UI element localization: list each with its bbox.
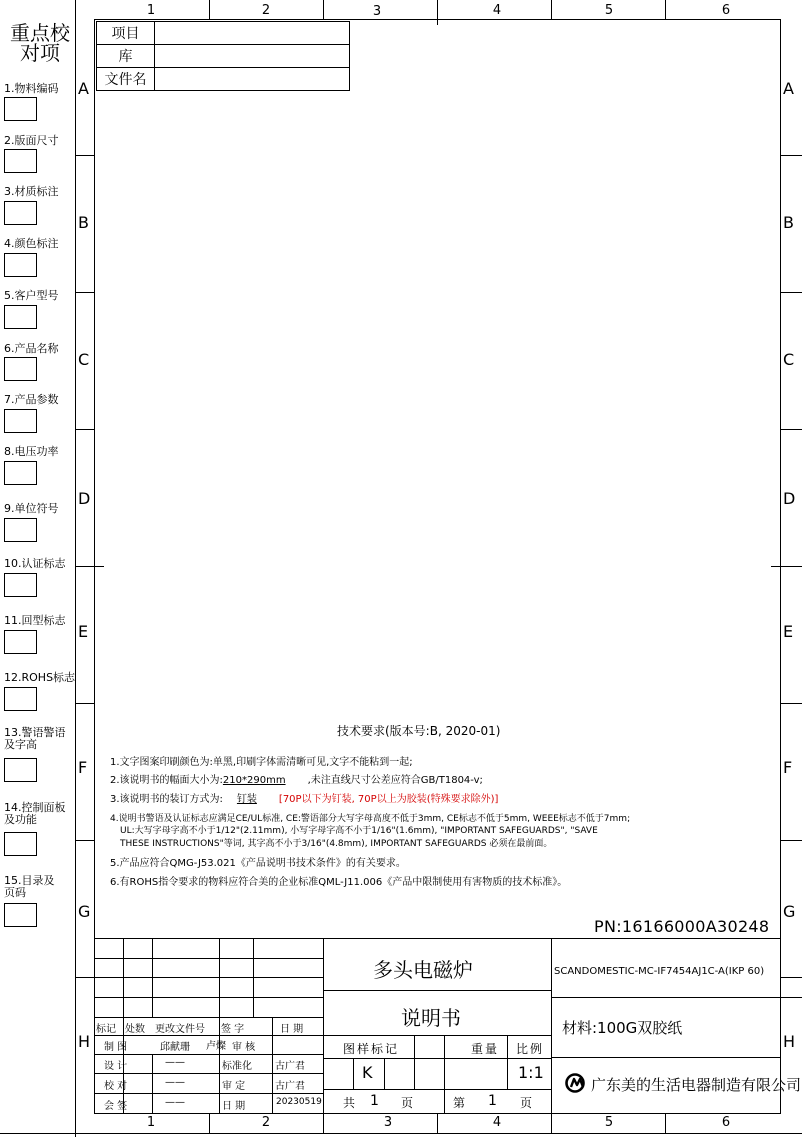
row-tick: [781, 977, 802, 978]
row-letter: A: [783, 79, 794, 98]
row-letter: C: [783, 350, 795, 369]
total-label: 共: [343, 1096, 356, 1110]
tb-vline: [323, 938, 324, 1113]
tb-line: [551, 1057, 780, 1058]
col-tick: [209, 1113, 210, 1133]
checklist-label: 2.版面尺寸: [4, 134, 59, 147]
row-tick: [781, 429, 802, 430]
checklist-label: 15.目录及页码: [4, 874, 55, 899]
requirement-6: 6.有ROHS指令要求的物料应符合美的企业标准QML-J11.006《产品中限制使用有害物质的技术标准》。: [110, 877, 568, 888]
row-tick: [76, 977, 94, 978]
tb-line: [94, 938, 780, 939]
shending-label: 审 定: [222, 1081, 246, 1092]
tb-vline: [353, 1058, 354, 1089]
row-tick: [781, 292, 802, 293]
row-tick: [76, 155, 94, 156]
tb-line: [94, 958, 323, 959]
product-name: 多头电磁炉: [373, 958, 473, 982]
requirements-title: 技术要求(版本号:B, 2020-01): [337, 724, 501, 738]
info-row: [97, 22, 350, 45]
checklist-box[interactable]: [4, 573, 37, 597]
checklist-label: 7.产品参数: [4, 393, 59, 406]
checklist-label: 3.材质标注: [4, 185, 59, 198]
req2-suffix: ,未注直线尺寸公差应符合GB/T1804-v;: [307, 775, 483, 786]
tuyang-label: 图样标记: [343, 1042, 400, 1056]
checklist-label: 1.物料编码: [4, 82, 59, 95]
column-number: 4: [492, 3, 502, 18]
checklist-label: 4.颜色标注: [4, 237, 59, 250]
row-tick: [781, 840, 802, 841]
checklist-box[interactable]: [4, 253, 37, 277]
tb-line: [551, 997, 802, 998]
riqi-label: 日 期: [222, 1101, 246, 1112]
info-table: [96, 21, 350, 91]
sheji-value: ——: [165, 1057, 185, 1068]
part-number: PN:16166000A30248: [594, 917, 770, 936]
col-tick: [209, 0, 210, 19]
row-letter: D: [783, 489, 796, 508]
scale-label: 比例: [516, 1042, 545, 1056]
tb-line: [94, 1054, 323, 1055]
col-tick: [437, 1113, 438, 1133]
midea-logo-icon: [565, 1073, 589, 1097]
tb-line: [94, 977, 323, 978]
row-tick: [781, 155, 802, 156]
col-tick: [665, 1113, 666, 1133]
total-unit: 页: [401, 1096, 414, 1110]
row-letter: F: [783, 758, 793, 777]
checklist-box[interactable]: [4, 149, 37, 173]
tb-line: [94, 1093, 323, 1094]
checklist-box[interactable]: [4, 518, 37, 542]
column-number: 6: [721, 1115, 731, 1130]
jiaodui-value: ——: [165, 1077, 185, 1088]
req2-prefix: 2.该说明书的幅面大小为:: [110, 775, 223, 786]
req3-note: [70P以下为钉装, 70P以上为胶装(特殊要求除外)]: [278, 794, 499, 805]
column-number: 5: [604, 3, 614, 18]
biaozhunhua-value: 古广君: [275, 1061, 305, 1072]
info-value[interactable]: [155, 45, 350, 68]
zhitu-signature: 卢燦: [206, 1041, 226, 1052]
tb-line: [323, 1089, 551, 1090]
scale-value: 1:1: [518, 1063, 544, 1082]
info-row: [97, 68, 350, 91]
company-name: 广东美的生活电器制造有限公司: [591, 1076, 802, 1094]
tb-line: [94, 1073, 323, 1074]
huiqian-value: ——: [165, 1097, 185, 1108]
column-number: 5: [604, 1115, 614, 1130]
zhitu-name: 邱献珊: [160, 1042, 190, 1053]
tb-vline: [444, 1035, 445, 1113]
tb-vline: [272, 1017, 273, 1113]
checklist-box[interactable]: [4, 461, 37, 485]
doc-type: 说明书: [401, 1006, 461, 1030]
column-number: 2: [261, 3, 271, 18]
tb-vline: [152, 938, 153, 1018]
row-letter: H: [78, 1032, 91, 1051]
rev-header: 日 期: [280, 1024, 304, 1035]
requirement-2: [110, 775, 483, 787]
rev-header: 处数: [125, 1024, 145, 1035]
column-number: 2: [261, 1115, 271, 1130]
tb-line: [323, 1058, 551, 1059]
checklist-box[interactable]: [4, 630, 37, 654]
column-number: 3: [383, 1115, 393, 1130]
checklist-label: 9.单位符号: [4, 502, 59, 515]
checklist-label: 13.警语警语及字高: [4, 726, 66, 751]
requirement-4c: THESE INSTRUCTIONS"等词, 其字高不小于3/16"(4.8mm), IMPORTANT SAFEGUARDS 必须在最前面。: [120, 839, 553, 849]
row-tick: [76, 703, 94, 704]
checklist-box[interactable]: [4, 687, 37, 711]
row-letter: B: [783, 213, 794, 232]
requirement-4b: UL:大写字母字高不小于1/12"(2.11mm), 小写字母字高不小于1/16"(1.6mm), "IMPORTANT SAFEGUARDS", "SAVE: [120, 826, 598, 836]
row-letter: G: [783, 902, 796, 921]
row-tick: [76, 292, 94, 293]
checklist-label: 8.电压功率: [4, 445, 59, 458]
total-value: 1: [370, 1093, 379, 1109]
info-label: 文件名: [97, 68, 155, 91]
info-label: 库: [97, 45, 155, 68]
req2-size: 210*290mm: [222, 775, 286, 786]
row-tick: [76, 429, 94, 430]
info-row: [97, 45, 350, 68]
col-tick: [323, 0, 324, 19]
rev-header: 签 字: [221, 1024, 245, 1035]
col-tick: [551, 1113, 552, 1133]
column-number: 1: [146, 1115, 156, 1130]
material: 材料:100G双胶纸: [562, 1019, 683, 1037]
tb-line: [94, 997, 323, 998]
row-tick: [771, 566, 802, 567]
column-number: 3: [372, 4, 382, 19]
tb-line: [94, 1017, 323, 1018]
tb-line: [94, 1035, 323, 1036]
riqi-value: 20230519: [276, 1097, 322, 1107]
column-number: 1: [146, 3, 156, 18]
huiqian-label: 会 签: [104, 1101, 128, 1112]
weight-label: 重量: [471, 1042, 500, 1056]
checklist-title: 重点校对项: [10, 21, 70, 65]
checklist-box[interactable]: [4, 758, 37, 782]
column-number: 6: [721, 3, 731, 18]
row-tick: [76, 840, 94, 841]
shending-value: 古广君: [275, 1081, 305, 1092]
checklist-box[interactable]: [4, 201, 37, 225]
checklist-box[interactable]: [4, 357, 37, 381]
checklist-box[interactable]: [4, 903, 37, 927]
checklist-label: 6.产品名称: [4, 342, 59, 355]
rev-header: 标记: [96, 1024, 116, 1035]
sheet-label: 第: [453, 1096, 466, 1110]
mark-value: K: [362, 1063, 373, 1082]
biaozhunhua-label: 标准化: [222, 1061, 252, 1072]
tb-line: [323, 1035, 551, 1036]
checklist-label: 11.回型标志: [4, 614, 66, 627]
col-tick: [323, 1113, 324, 1133]
checklist-box[interactable]: [4, 305, 37, 329]
col-tick: [551, 0, 552, 19]
checklist-label: 12.ROHS标志: [4, 671, 76, 684]
jiaodui-label: 校 对: [104, 1081, 128, 1092]
requirement-5: 5.产品应符合QMG-J53.021《产品说明书技术条件》的有关要求。: [110, 858, 406, 869]
checklist-label: 10.认证标志: [4, 557, 66, 570]
req3-binding: 钉装: [236, 794, 257, 805]
page-bottom-edge: [0, 1133, 802, 1134]
info-value[interactable]: [155, 22, 350, 45]
row-tick: [781, 703, 802, 704]
info-value[interactable]: [155, 68, 350, 91]
tb-line: [323, 990, 551, 991]
checklist-label: 14.控制面板及功能: [4, 801, 66, 826]
rev-header: 更改文件号: [155, 1024, 205, 1035]
requirement-3: [110, 794, 498, 806]
frame-left-outer: [75, 0, 76, 1137]
sheet-value: 1: [488, 1093, 497, 1109]
tb-vline: [414, 1035, 415, 1089]
column-number: 4: [492, 1115, 502, 1130]
model-number: SCANDOMESTIC-MC-IF7454AJ1C-A(IKP 60): [554, 966, 765, 977]
row-letter: A: [78, 79, 89, 98]
tb-vline: [551, 938, 552, 1113]
tb-vline: [152, 1054, 153, 1113]
sheet-unit: 页: [520, 1096, 533, 1110]
row-letter: C: [78, 350, 90, 369]
row-tick: [76, 566, 104, 567]
row-letter: G: [78, 902, 91, 921]
info-label: 项目: [97, 22, 155, 45]
sheji-label: 设 计: [104, 1061, 128, 1072]
zhitu-label: 制 图: [104, 1042, 128, 1053]
requirement-4a: 4.说明书警语及认证标志应满足CE/UL标准, CE:警语部分大写字母高度不低于3mm, CE标志不低于5mm, WEEE标志不低于7mm;: [110, 814, 631, 824]
row-letter: D: [78, 489, 91, 508]
checklist-box[interactable]: [4, 832, 37, 856]
row-letter: B: [78, 213, 89, 232]
col-tick: [437, 0, 438, 25]
row-letter: E: [783, 622, 794, 641]
checklist-box[interactable]: [4, 97, 37, 121]
tb-vline: [507, 1035, 508, 1089]
row-letter: F: [78, 758, 88, 777]
col-tick: [665, 0, 666, 19]
tb-vline: [219, 938, 220, 1113]
row-letter: E: [78, 622, 89, 641]
row-letter: H: [783, 1032, 796, 1051]
requirement-1: 1.文字图案印刷颜色为:单黑,印刷字体需清晰可见,文字不能粘到一起;: [110, 757, 413, 768]
req3-prefix: 3.该说明书的装订方式为:: [110, 794, 223, 805]
checklist-label: 5.客户型号: [4, 289, 59, 302]
tb-vline: [253, 938, 254, 1018]
shenhe-label: 审 核: [232, 1042, 256, 1053]
checklist-box[interactable]: [4, 409, 37, 433]
tb-vline: [384, 1058, 385, 1089]
